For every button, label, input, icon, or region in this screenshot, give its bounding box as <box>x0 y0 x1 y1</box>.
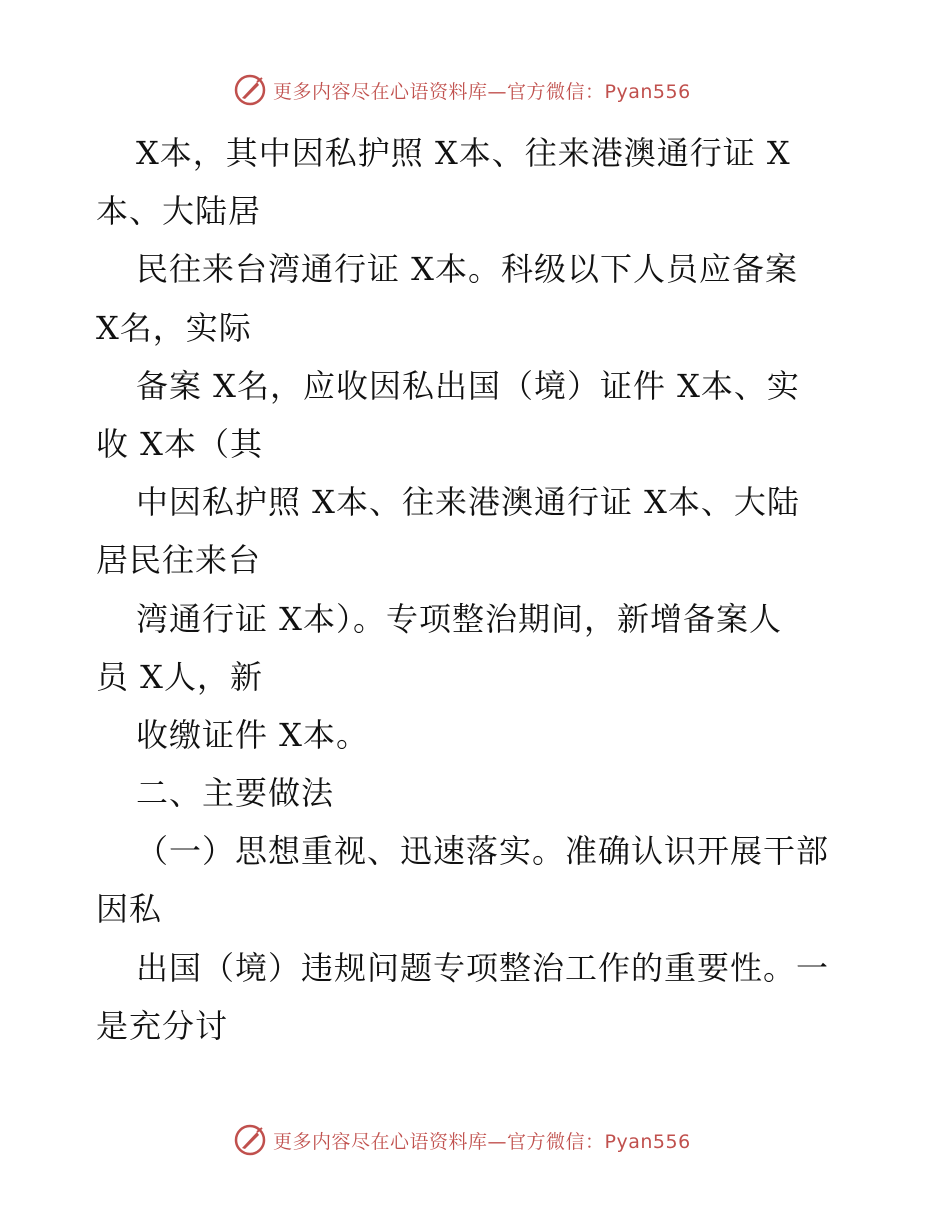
text-line: 是充分讨 <box>96 1006 229 1045</box>
text-line: X名，实际 <box>96 308 252 347</box>
text-line: 二、主要做法 <box>136 774 335 813</box>
text-line: 民往来台湾通行证 X本。科级以下人员应备案 <box>136 250 798 289</box>
text-line: 中因私护照 X本、往来港澳通行证 X本、大陆 <box>136 483 800 522</box>
text-line: 湾通行证 X本）。专项整治期间，新增备案人 <box>136 599 782 638</box>
header-watermark <box>233 72 691 108</box>
text-line: 本、大陆居 <box>96 192 262 231</box>
text-line: X本，其中因私护照 X本、往来港澳通行证 X <box>136 134 791 172</box>
text-line: 员 X人，新 <box>96 657 263 696</box>
text-line: 收缴证件 X本。 <box>136 715 369 754</box>
text-line: 出国（境）违规问题专项整治工作的重要性。一 <box>136 948 830 987</box>
text-line: 备案 X名，应收因私出国（境）证件 X本、实 <box>136 366 800 405</box>
text-line: 收 X本（其 <box>96 424 263 463</box>
text-line: 居民往来台 <box>96 541 262 580</box>
footer-watermark <box>233 1122 691 1158</box>
feather-pen-logo-icon <box>233 1123 267 1157</box>
text-line: （一）思想重视、迅速落实。准确认识开展干部 <box>136 832 830 871</box>
document-body <box>96 124 856 1055</box>
watermark-text: 更多内容尽在心语资料库—官方微信：Pyan556 <box>273 1130 691 1153</box>
text-line: 因私 <box>96 890 163 929</box>
watermark-text: 更多内容尽在心语资料库—官方微信：Pyan556 <box>273 80 691 103</box>
feather-pen-logo-icon <box>233 73 267 107</box>
